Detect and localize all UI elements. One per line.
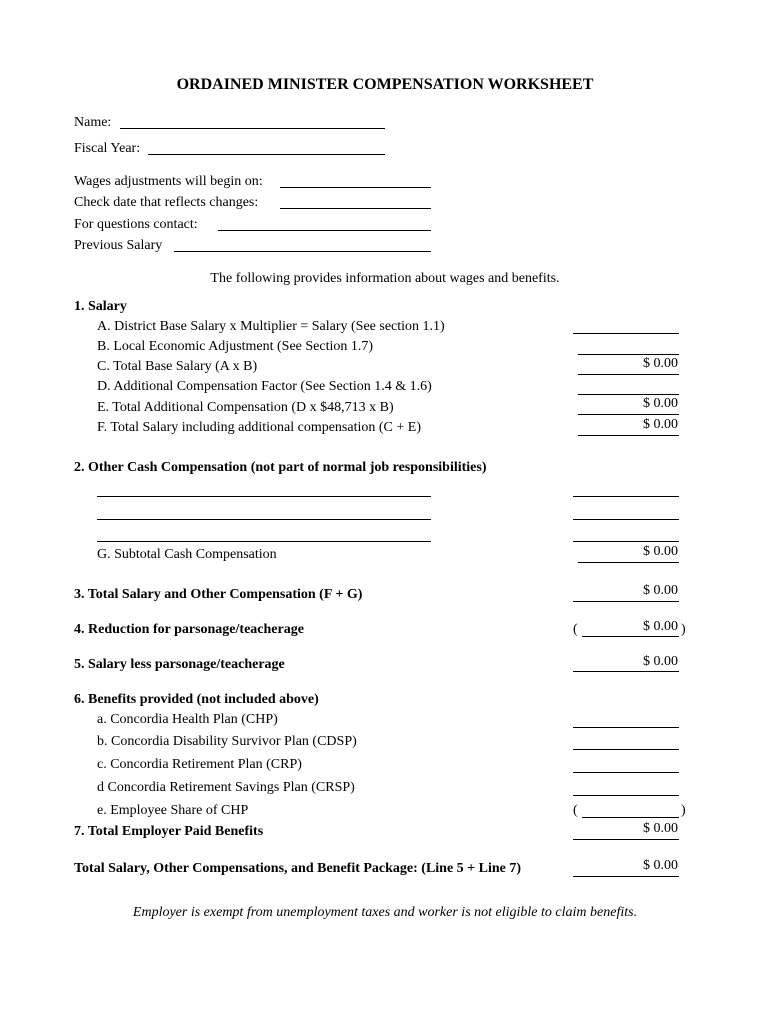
section-salary-less-heading: 5. Salary less parsonage/teacherage: [74, 657, 285, 672]
check-date-label: Check date that reflects changes:: [74, 195, 259, 210]
line-b-label: B. Local Economic Adjustment (See Section 1.7): [97, 339, 374, 354]
questions-contact-label: For questions contact:: [74, 217, 198, 232]
other-cash-desc-3[interactable]: [97, 541, 431, 542]
other-cash-amount-1[interactable]: [573, 496, 679, 497]
line-a-field[interactable]: [573, 333, 679, 334]
benefit-crsp-field[interactable]: [573, 795, 679, 796]
line-7-value: $ 0.00: [643, 821, 678, 836]
benefit-cdsp-field[interactable]: [573, 749, 679, 750]
grand-total-label: Total Salary, Other Compensations, and Benefit Package: (Line 5 + Line 7): [74, 861, 522, 876]
fiscal-year-field[interactable]: [148, 154, 385, 155]
employee-share-chp-label: e. Employee Share of CHP: [97, 803, 249, 818]
name-label: Name:: [74, 115, 112, 130]
line-5-field[interactable]: [573, 671, 679, 672]
other-cash-amount-3[interactable]: [573, 541, 679, 542]
footer-note: Employer is exempt from unemployment taxes and worker is not eligible to claim benefits.: [132, 905, 638, 920]
section-other-cash-heading: 2. Other Cash Compensation (not part of normal job responsibilities): [74, 460, 487, 475]
name-field[interactable]: [120, 128, 385, 129]
check-date-field[interactable]: [280, 208, 431, 209]
section-employer-benefits-heading: 7. Total Employer Paid Benefits: [74, 824, 264, 839]
line-4-value: $ 0.00: [643, 619, 678, 634]
grand-total-value: $ 0.00: [643, 858, 678, 873]
line-d-field[interactable]: [578, 394, 679, 395]
wages-begin-label: Wages adjustments will begin on:: [74, 174, 263, 189]
benefit-cdsp-label: b. Concordia Disability Survivor Plan (CDSP): [97, 734, 357, 749]
line-7-field[interactable]: [573, 839, 679, 840]
employee-share-close-paren: ): [681, 803, 686, 818]
other-cash-amount-2[interactable]: [573, 519, 679, 520]
line-b-field[interactable]: [578, 354, 679, 355]
benefit-crp-field[interactable]: [573, 772, 679, 773]
grand-total-field[interactable]: [573, 876, 679, 877]
benefit-crp-label: c. Concordia Retirement Plan (CRP): [97, 757, 302, 772]
line-e-field[interactable]: [578, 414, 679, 415]
line-d-label: D. Additional Compensation Factor (See Section 1.4 & 1.6): [97, 379, 432, 394]
line-3-value: $ 0.00: [643, 583, 678, 598]
page-title: ORDAINED MINISTER COMPENSATION WORKSHEET: [176, 76, 594, 93]
wages-begin-field[interactable]: [280, 187, 431, 188]
line-g-field[interactable]: [578, 562, 679, 563]
line-3-field[interactable]: [573, 601, 679, 602]
line-4-open-paren: (: [573, 622, 578, 637]
line-5-value: $ 0.00: [643, 654, 678, 669]
line-c-field[interactable]: [578, 374, 679, 375]
line-a-label: A. District Base Salary x Multiplier = Salary (See section 1.1): [97, 319, 445, 334]
fiscal-year-label: Fiscal Year:: [74, 141, 141, 156]
benefit-crsp-label: d Concordia Retirement Savings Plan (CRSP): [97, 780, 355, 795]
benefit-chp-label: a. Concordia Health Plan (CHP): [97, 712, 278, 727]
line-4-field[interactable]: [582, 636, 679, 637]
line-f-field[interactable]: [578, 435, 679, 436]
line-g-label: G. Subtotal Cash Compensation: [97, 547, 277, 562]
line-e-label: E. Total Additional Compensation (D x $48,713 x B): [97, 400, 394, 415]
section-total-salary-heading: 3. Total Salary and Other Compensation (F + G): [74, 587, 363, 602]
benefit-chp-field[interactable]: [573, 727, 679, 728]
other-cash-desc-2[interactable]: [97, 519, 431, 520]
line-f-value: $ 0.00: [643, 417, 678, 432]
section-benefits-heading: 6. Benefits provided (not included above): [74, 692, 319, 707]
intro-text: The following provides information about wages and benefits.: [210, 271, 560, 286]
section-parsonage-heading: 4. Reduction for parsonage/teacherage: [74, 622, 304, 637]
section-salary-heading: 1. Salary: [74, 299, 127, 314]
line-g-value: $ 0.00: [643, 544, 678, 559]
line-c-value: $ 0.00: [643, 356, 678, 371]
employee-share-open-paren: (: [573, 803, 578, 818]
line-f-label: F. Total Salary including additional compensation (C + E): [97, 420, 421, 435]
line-c-label: C. Total Base Salary (A x B): [97, 359, 258, 374]
questions-contact-field[interactable]: [218, 230, 431, 231]
line-4-close-paren: ): [681, 622, 686, 637]
line-e-value: $ 0.00: [643, 396, 678, 411]
employee-share-chp-field[interactable]: [582, 817, 679, 818]
previous-salary-field[interactable]: [174, 251, 431, 252]
other-cash-desc-1[interactable]: [97, 496, 431, 497]
previous-salary-label: Previous Salary: [74, 238, 163, 253]
